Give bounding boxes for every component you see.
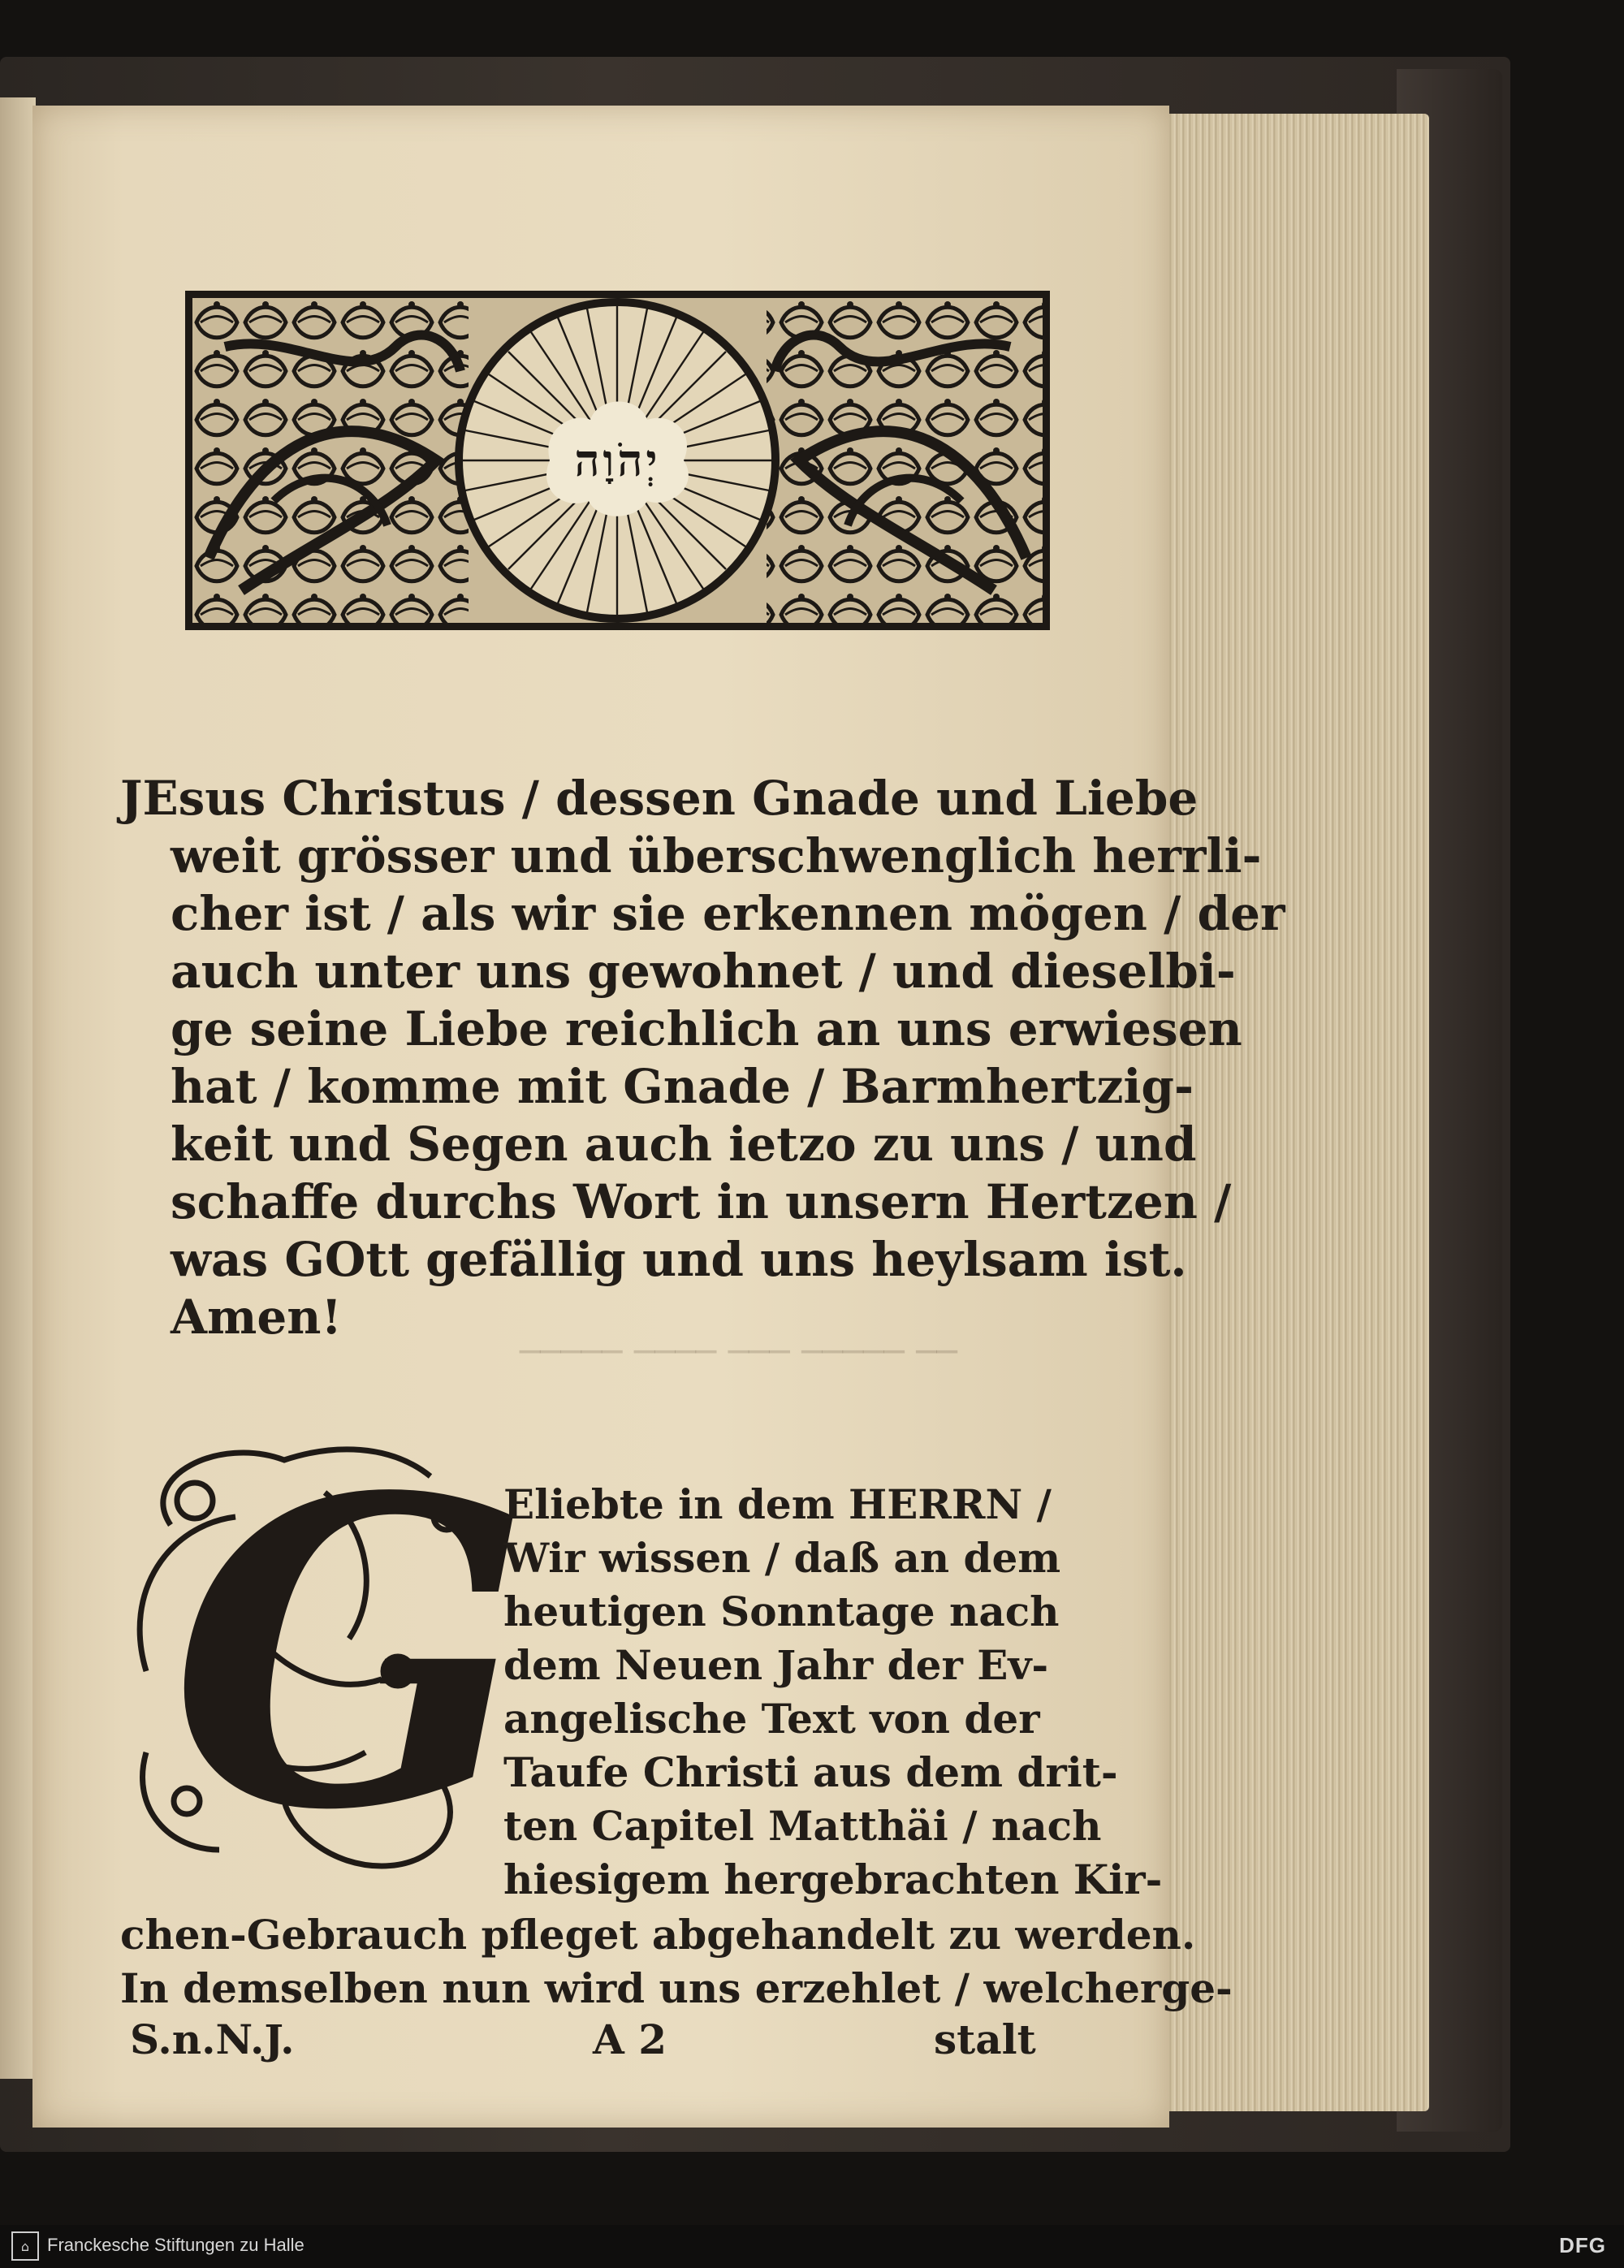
body-line: ten Capitel Matthäi / nach: [503, 1802, 1102, 1850]
initial-letter: G: [171, 1406, 532, 1903]
blessing-line: was GOtt gefällig und uns heylsam ist.: [171, 1232, 1187, 1287]
opening-blessing: [120, 770, 1285, 1346]
blessing-line: hat / komme mit Gnade / Barmhertzig-: [171, 1059, 1194, 1114]
body-line: hiesigem hergebrachten Kir-: [503, 1855, 1163, 1903]
institution-credit: Franckesche Stiftungen zu Halle: [47, 2235, 304, 2255]
body-line: Wir wissen / daß an dem: [503, 1534, 1061, 1582]
body-line: heutigen Sonntage nach: [503, 1588, 1060, 1635]
sheet-mark: A 2: [593, 2015, 667, 2063]
book-page: [32, 106, 1285, 2128]
body-line: dem Neuen Jahr der Ev-: [503, 1641, 1049, 1689]
body-line: Eliebte in dem HERRN /: [503, 1480, 1052, 1528]
institution-logo-icon: ⌂: [11, 2231, 39, 2261]
blessing-line: Amen!: [171, 1290, 342, 1345]
blessing-line: schaffe durchs Wort in unsern Hertzen /: [171, 1174, 1232, 1229]
sermon-continuation: [120, 1908, 1233, 2015]
body-line: angelische Text von der: [503, 1695, 1040, 1743]
body-line: chen-Gebrauch pfleget abgehandelt zu werden.: [120, 1911, 1196, 1959]
ornament-center-text: יְהֹוָה: [574, 434, 661, 486]
body-line: In demselben nun wird uns erzehlet / welcherge-: [120, 1964, 1233, 2012]
signature-mark: S.n.N.J.: [130, 2015, 295, 2063]
left-facing-page: [0, 97, 36, 2079]
decorated-initial: [122, 1406, 532, 1903]
show-through-text: ───── ──── ─── ───── ──: [520, 1332, 957, 1372]
credit-bar: [0, 2225, 1624, 2268]
funder-logo: DFG: [1559, 2233, 1606, 2257]
blessing-line: cher ist / als wir sie erkennen mögen / der: [171, 886, 1285, 941]
blessing-line: JEsus Christus / dessen Gnade und Liebe: [120, 771, 1199, 826]
blessing-line: weit grösser und überschwenglich herrli-: [171, 828, 1262, 883]
woodcut-ornament: [185, 291, 1050, 630]
catchword: stalt: [934, 2015, 1036, 2063]
blessing-line: ge seine Liebe reichlich an uns erwiesen: [171, 1001, 1242, 1056]
body-line: Taufe Christi aus dem drit-: [503, 1748, 1118, 1796]
sermon-opening-indented: [503, 1478, 1162, 1907]
blessing-line: keit und Segen auch ietzo zu uns / und: [171, 1117, 1197, 1172]
blessing-line: auch unter uns gewohnet / und dieselbi-: [171, 944, 1236, 999]
